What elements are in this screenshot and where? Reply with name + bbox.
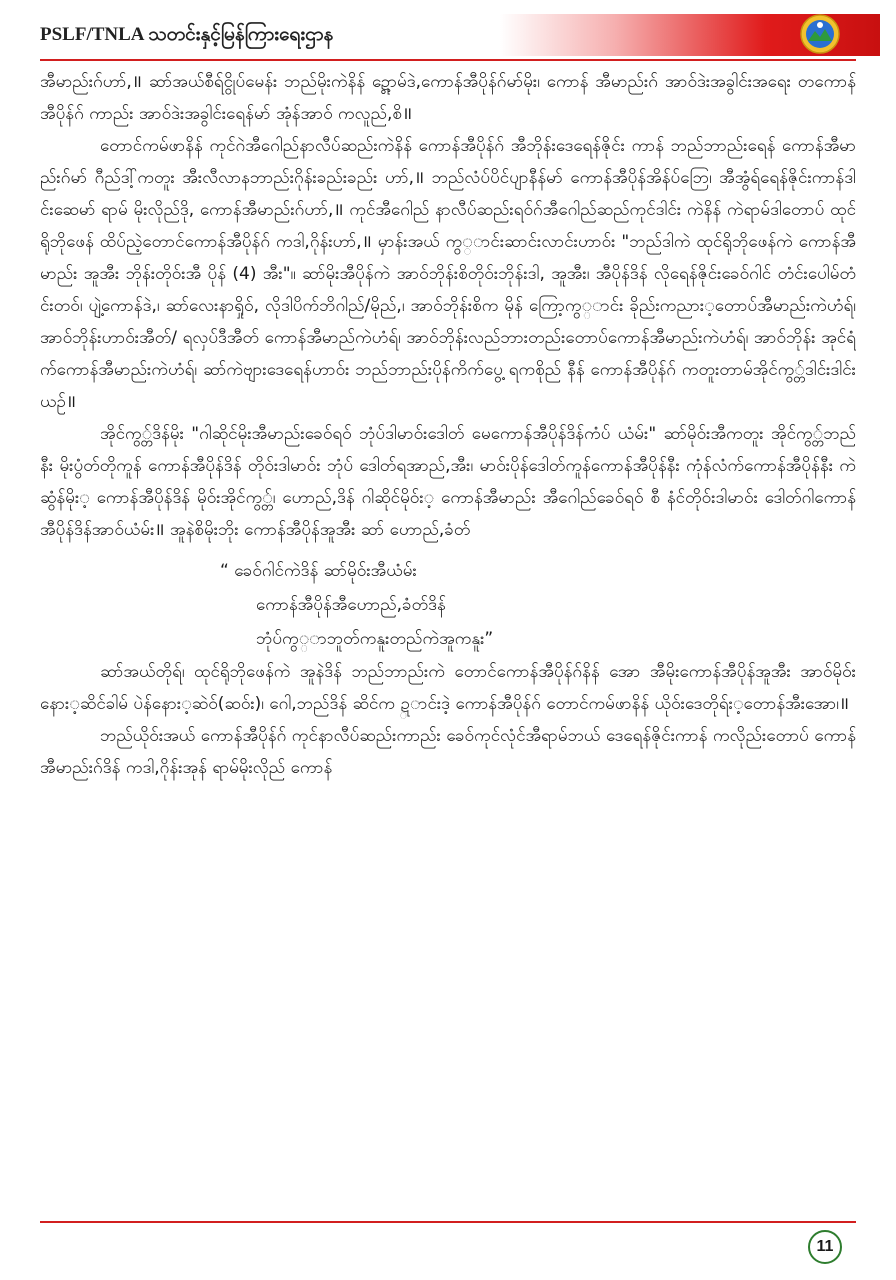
page-number: 11 — [808, 1230, 842, 1264]
header-divider — [40, 59, 856, 61]
header-title: PSLF/TNLA သတင်းနှင့်မြန်ကြားရေးဌာန — [40, 24, 334, 45]
article-body — [40, 66, 856, 1216]
block-quote — [220, 554, 856, 656]
quote-line-2: ကောန်အီပိုန်အီဟောည်,ခံတ်ဒိန် — [256, 595, 446, 615]
organization-logo-icon — [800, 14, 840, 54]
footer-divider — [40, 1221, 856, 1223]
page-header — [0, 0, 896, 64]
paragraph-3: အိုင်ကွ္တ်ဒိန်မိုး "ဂါဆိုင်မိုးအီမာည်းခေဝ်ရဝ် ဘုံပ်ဒါမာဝ်းဒေါတ် မေကောန်အီပိုန်ဒိန်ကံပ် ယံမ်း" ဆာ်မိုဝ်းအီကတူး အိုင်ကွ္တ်ဘည်နီး မိုးပွံတ်တိုကူန် ကောန်အီပိုန်ဒိန် တိုဝ်းဒါမာဝ်း ဘုံပ် ဒေါတ်ရအာည်,အီး၊ မာဝ်းပိုန်ဒေါတ်ကူန်ကောန်အီပိုန်နီး ကုံန်လံက်ကောန်အီပိုန်နီး ကဲဆွံန်မိုး့ ကောန်အီပိုန်ဒိန် မိုဝ်းအိုင်ကွ္တ်၊ ဟောည်,ဒိန် ဂါဆိုင်မိုဝ်း့ ကောန်အီမာည်း အီဂေါည်ခေဝ်ရဝ် စီ နံင်တိုဝ်းဒါမာဝ်း ဒေါတ်ဂါကောန်အီပိုန်ဒိန်အာဝ်ယံမ်း॥ အူနဲစိမိုးဘိုး ကောန်အီပိုန်အူအီး ဆာ် ဟောည်,ခံတ် — [40, 424, 856, 540]
quote-line-1: “ ခေဝ်ဂါင်ကဲဒိန် ဆာ်မိုဝ်းအီယံမ်း — [220, 561, 417, 581]
paragraph-4: ဆာ်အယ်တိုရ်၊ ထုင်ရိုဘိုဖေန်ကဲ အူနဲဒိန် ဘည်ဘာည်းကဲ တောင်ကောန်အီပိုန်ဂ်နိန် အော အီမိုးကောန်အီပိုန်အူအီး အာဝ်မိုဝ်းနေား့ဆိင်ခါမ် ပဲန်နေား့ဆဲဝ်(ဆဝ်း)၊ ဂေါ,ဘည်ဒိန် ဆိင်က ဍ္ာင်းဒဲ့ ကောန်အီပိုန်ဂ် တောင်ကမ်ဖာနိန် ယိုဝ်းဒေတိုရ်း့တောန်အီးအော၊॥ — [40, 662, 856, 714]
paragraph-1: အီမာည်းဂ်ဟာ်,॥ ဆာ်အယ်စီရ်ငွိုပ်မေန်း ဘည်မိုးကဲနိန် ဍွေ့ာမ်ဒဲ,ကောန်အီပိုန်ဂ်မာ်မိုး၊ ကောန် အီမာည်းဂ် အာဝ်ဒဲးအခွါင်းအရေး တကောန်အီပိုန်ဂ် ကာည်း အာဝ်ဒဲးအခွါင်းရေန်မာ် အုံန်အာဝ် ကလူည်,စိ॥ — [40, 72, 856, 124]
paragraph-5: ဘည်ယိုဝ်းအယ် ကောန်အီပိုန်ဂ် ကုင်နာလီပ်ဆည်းကာည်း ခေဝ်ကုင်လုံင်အီရာမ်ဘယ် ဒေရေန်ဇိုင်းကာန် ကလိုည်းတောပ် ကောန်အီမာည်းဂ်ဒိန် ကဒါ,ဂိုန်းအုန် ရာမ်မိုးလိုည် ကောန် — [40, 726, 856, 778]
quote-line-3: ဘုံပ်ကွ္ာဘူတ်ကနူးတည်ကဲအူကနူး” — [256, 629, 494, 649]
paragraph-2: တောင်ကမ်ဖာနိန် ကုင်ဂဲအီဂေါည်နာလီပ်ဆည်းကဲနိန် ကောန်အီပိုန်ဂ် အီဘိုန်းဒေရေန်ဇိုင်း ကာန် ဘည်ဘာည်းရေန် ကောန်အီမာည်းဂ်မာ် ဂီည်ဒါ့်ကတူး အီးလီလာနဘာည်းဂိုန်းခည်းခည်း ဟာ်,॥ ဘည်လံပ်ပိင်ပျာနီန်မာ် ကောန်အီပိုန်အိန်ပ်ဘြေ၊ အီအွံရ်ရေန်ဇိုင်းကာန်ဒါင်းဆေမာ် ရာမ် မိုးလိုည်ဒို, ကောန်အီမာည်းဂ်ဟာ်,॥ ကုင်အီဂေါည် နာလီပ်ဆည်းရဝ်ဂ်အီဂေါည်ဆည်ကုင်ဒါင်း ကဲနိန် ကဲရာမ်ဒါတောပ် ထုင်ရိုဘိုဖေန် ထိပ်ညဲ့တောင်ကောန်အီပိုန်ဂ် ကဒါ,ဂိုန်းဟာ်,॥ မှာန်းအယ် ကွ္ာင်းဆာင်းလာင်းဟာဝ်း "ဘည်ဒါကဲ ထုင်ရိုဘိုဖေန်ကဲ ကောန်အီမာည်း အူအီး ဘိုန်းတိုဝ်းအီ ပိုန် (4) အီး"။ ဆာ်မိုးအီပိုန်ကဲ အာဝ်ဘိုန်းစိတိုဝ်းဘိုန်းဒါ, အူအီး၊ အီပိုန်ဒိန် လိုရေန်ဇိုင်းခေဝ်ဂါင် တံင်းပေါမ်တံင်းတဝ်၊ ပျဲ့ကောန်ဒဲ,၊ ဆာ်လေးနာရှိုဝ်, လိုဒါပိက်ဘိဂါည်/မိုည်,၊ အာဝ်ဘိုန်းစိက မိုန် ကြော့ကွ္ာင်း ခိုည်းကညား့တောပ်အီမာည်းကဲဟံရ်၊ အာဝ်ဘိုန်းဟာဝ်းအီတ်/ ရလှပ်ဒီအီတ် ကောန်အီမာည်ကဲဟံရ်၊ အာဝ်ဘိုန်းလည်ဘားတည်းတောပ်ကောန်အီမာည်းကဲဟံရ်၊ အာဝ်ဘိုန်း အုင်ရံက်ကောန်အီမာည်းကဲဟံရ်၊ ဆာ်ကဲဗျားဒေရေန်ဟာဝ်း ဘည်ဘာည်းပိုန်ကိက်ပွေ့ ရကစိုည် နီန် ကောန်အီပိုန်ဂ် ကတူးတာမ်အိုင်ကွ္တ်ဒါင်းဒါင်းယဉ်॥ — [40, 136, 856, 412]
